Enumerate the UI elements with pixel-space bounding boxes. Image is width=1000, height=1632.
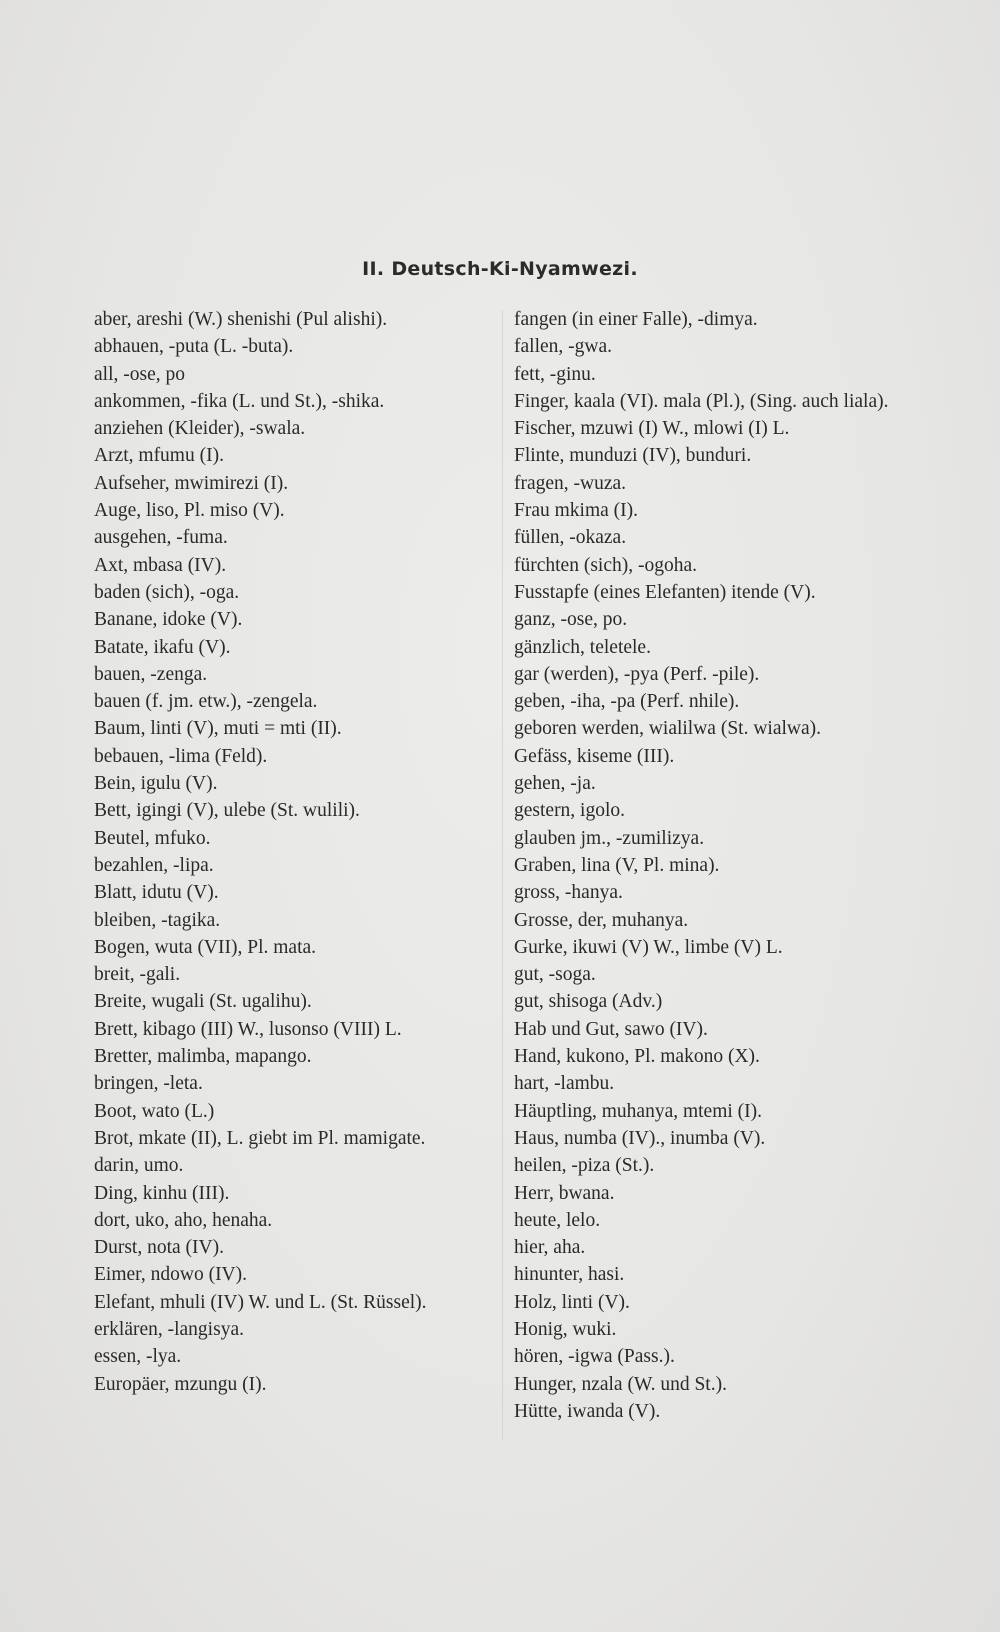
dictionary-entry: aber, areshi (W.) shenishi (Pul alishi).	[94, 309, 388, 330]
right-column	[514, 306, 914, 1425]
dictionary-entry: bezahlen, -lipa.	[94, 854, 214, 876]
dictionary-entry: Bein, igulu (V).	[94, 773, 218, 795]
dictionary-entry: Europäer, mzungu (I).	[94, 1373, 267, 1395]
dictionary-entry: ausgehen, -fuma.	[94, 527, 228, 549]
dictionary-entry: Graben, lina (V, Pl. mina).	[514, 854, 720, 876]
dictionary-entry: Arzt, mfumu (I).	[94, 445, 224, 467]
dictionary-entry: bauen, -zenga.	[94, 663, 208, 685]
dictionary-entry: Hunger, nzala (W. und St.).	[514, 1373, 727, 1395]
dictionary-entry: bebauen, -lima (Feld).	[94, 745, 268, 767]
dictionary-entry: gross, -hanya.	[514, 882, 623, 904]
dictionary-entry: Haus, numba (IV)., inumba (V).	[514, 1127, 766, 1149]
dictionary-entry: geben, -iha, -pa (Perf. nhile).	[514, 691, 740, 713]
dictionary-entry: ganz, -ose, po.	[514, 609, 628, 631]
dictionary-entry: breit, -gali.	[94, 964, 181, 986]
dictionary-entry: Flinte, munduzi (IV), bunduri.	[514, 445, 752, 467]
dictionary-entry: Auge, liso, Pl. miso (V).	[94, 500, 285, 522]
dictionary-entry: darin, umo.	[94, 1155, 184, 1177]
dictionary-entry: hart, -lambu.	[514, 1073, 615, 1095]
dictionary-entry: Gurke, ikuwi (V) W., limbe (V) L.	[514, 936, 783, 958]
left-column	[94, 306, 494, 1398]
dictionary-entry: Fusstapfe (eines Elefanten) itende (V).	[514, 581, 816, 603]
dictionary-entry: Bett, igingi (V), ulebe (St. wulili).	[94, 800, 360, 822]
dictionary-entry: Frau mkima (I).	[514, 500, 639, 522]
dictionary-entry: Beutel, mfuko.	[94, 827, 211, 849]
dictionary-entry: gehen, -ja.	[514, 773, 596, 795]
dictionary-entry: ankommen, -fika (L. und St.), -shika.	[94, 390, 385, 412]
column-divider	[502, 310, 503, 1440]
dictionary-entry: Batate, ikafu (V).	[94, 636, 231, 658]
dictionary-entry: bringen, -leta.	[94, 1073, 203, 1095]
dictionary-entry: heute, lelo.	[514, 1209, 601, 1231]
dictionary-entry: bleiben, -tagika.	[94, 909, 221, 931]
dictionary-entry: dort, uko, aho, henaha.	[94, 1209, 273, 1231]
dictionary-entry: essen, -lya.	[94, 1346, 182, 1368]
dictionary-entry: Hand, kukono, Pl. makono (X).	[514, 1046, 760, 1068]
dictionary-entry: Holz, linti (V).	[514, 1291, 630, 1313]
dictionary-entry: Breite, wugali (St. ugalihu).	[94, 991, 312, 1013]
dictionary-entry: Durst, nota (IV).	[94, 1237, 224, 1259]
dictionary-entry: fragen, -wuza.	[514, 472, 627, 494]
dictionary-entry: Eimer, ndowo (IV).	[94, 1264, 248, 1286]
dictionary-entry: heilen, -piza (St.).	[514, 1155, 655, 1177]
dictionary-entry: Honig, wuki.	[514, 1318, 617, 1340]
dictionary-entry: hier, aha.	[514, 1237, 586, 1259]
dictionary-entry: Gefäss, kiseme (III).	[514, 745, 675, 767]
dictionary-entry: anziehen (Kleider), -swala.	[94, 418, 306, 440]
dictionary-entry: Grosse, der, muhanya.	[514, 909, 689, 931]
dictionary-entry: hinunter, hasi.	[514, 1264, 625, 1286]
dictionary-entry: Baum, linti (V), muti = mti (II).	[94, 718, 342, 740]
dictionary-entry: fett, -ginu.	[514, 363, 596, 385]
dictionary-entry: fürchten (sich), -ogoha.	[514, 554, 698, 576]
dictionary-entry: Brot, mkate (II), L. giebt im Pl. mamigate.	[94, 1127, 426, 1149]
dictionary-entry: gut, -soga.	[514, 964, 596, 986]
dictionary-entry: Hütte, iwanda (V).	[514, 1400, 661, 1422]
dictionary-entry: gänzlich, teletele.	[514, 636, 651, 658]
dictionary-entry: Blatt, idutu (V).	[94, 882, 219, 904]
dictionary-entry: Häuptling, muhanya, mtemi (I).	[514, 1100, 763, 1122]
dictionary-entry: bauen (f. jm. etw.), -zengela.	[94, 691, 318, 713]
dictionary-entry: Brett, kibago (III) W., lusonso (VIII) L.	[94, 1018, 402, 1040]
dictionary-entry: Boot, wato (L.)	[94, 1100, 215, 1122]
dictionary-entry: glauben jm., -zumilizya.	[514, 827, 705, 849]
dictionary-entry: gestern, igolo.	[514, 800, 626, 822]
dictionary-entry: Axt, mbasa (IV).	[94, 554, 227, 576]
dictionary-entry: Bogen, wuta (VII), Pl. mata.	[94, 936, 317, 958]
dictionary-entry: baden (sich), -oga.	[94, 581, 240, 603]
dictionary-entry: all, -ose, po	[94, 363, 185, 385]
dictionary-entry: Ding, kinhu (III).	[94, 1182, 230, 1204]
dictionary-entry: erklären, -langisya.	[94, 1318, 244, 1340]
dictionary-entry: Fischer, mzuwi (I) W., mlowi (I) L.	[514, 418, 790, 440]
dictionary-entry: fangen (in einer Falle), -dimya.	[514, 309, 758, 330]
dictionary-entry: hören, -igwa (Pass.).	[514, 1346, 675, 1368]
dictionary-entry: abhauen, -puta (L. -buta).	[94, 336, 294, 358]
dictionary-entry: Bretter, malimba, mapango.	[94, 1046, 312, 1068]
dictionary-entry: Elefant, mhuli (IV) W. und L. (St. Rüssel).	[94, 1291, 427, 1313]
dictionary-entry: füllen, -okaza.	[514, 527, 627, 549]
dictionary-entry: Herr, bwana.	[514, 1182, 615, 1204]
dictionary-entry: gar (werden), -pya (Perf. -pile).	[514, 663, 760, 685]
dictionary-entry: Aufseher, mwimirezi (I).	[94, 472, 289, 494]
dictionary-entry: geboren werden, wialilwa (St. wialwa).	[514, 718, 822, 740]
page-title: II. Deutsch-Ki-Nyamwezi.	[362, 258, 638, 280]
dictionary-entry: Hab und Gut, sawo (IV).	[514, 1018, 708, 1040]
dictionary-entry: gut, shisoga (Adv.)	[514, 991, 663, 1013]
dictionary-entry: Finger, kaala (VI). mala (Pl.), (Sing. auch liala).	[514, 390, 889, 412]
dictionary-entry: Banane, idoke (V).	[94, 609, 243, 631]
dictionary-entry: fallen, -gwa.	[514, 336, 612, 358]
